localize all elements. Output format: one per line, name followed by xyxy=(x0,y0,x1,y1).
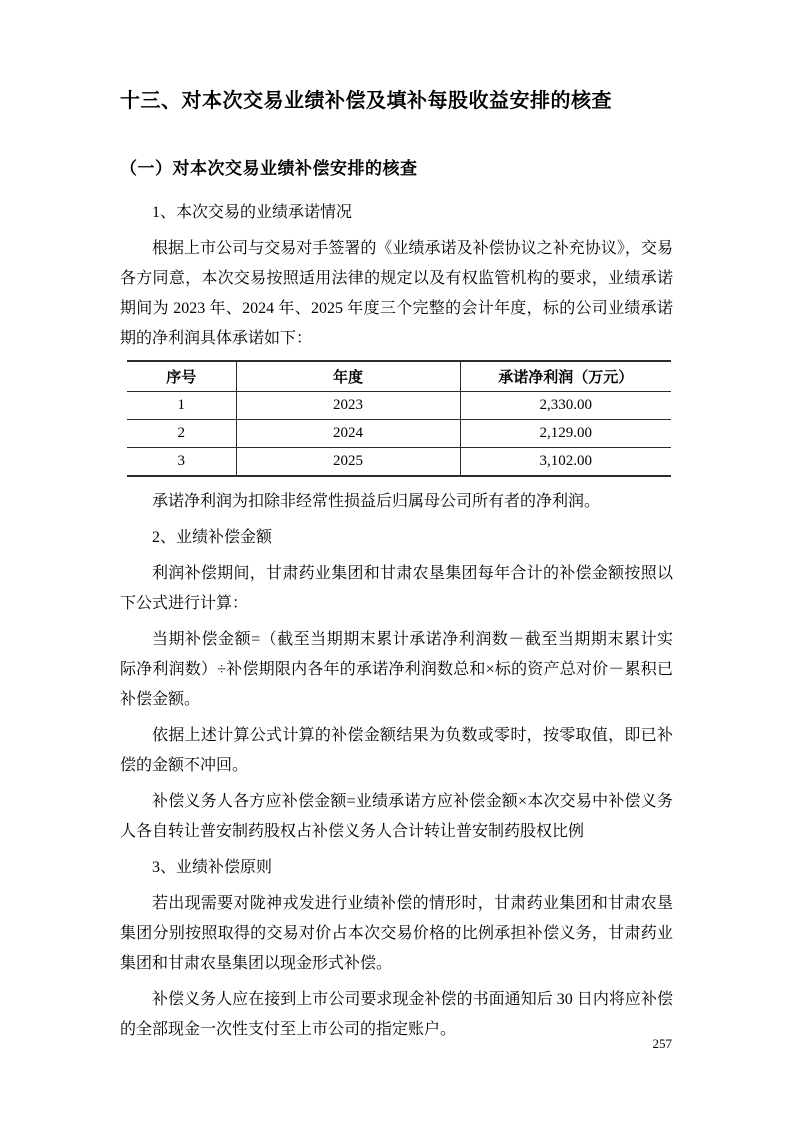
table-cell-seq: 3 xyxy=(127,448,236,477)
table-header-year: 年度 xyxy=(236,361,460,392)
page-number: 257 xyxy=(652,1036,672,1051)
profit-commitment-table xyxy=(127,360,671,477)
paragraph-commitment-intro: 根据上市公司与交易对手签署的《业绩承诺及补偿协议之补充协议》，交易各方同意，本次交易按照适用法律的规定以及有权监管机构的要求，业绩承诺期间为 2023 年、2024 年、2025 年度三个完整的会计年度，标的公司业绩承诺期的净利润具体承诺如下： xyxy=(120,240,673,347)
table-row xyxy=(127,392,671,420)
table-cell-profit: 2,330.00 xyxy=(460,392,671,420)
numbered-item-3: 3、业绩补偿原则 xyxy=(152,859,273,876)
table-cell-seq: 1 xyxy=(177,397,185,413)
table-cell-profit: 2,129.00 xyxy=(460,420,671,448)
table-cell-year: 2025 xyxy=(236,448,460,477)
table-header-seq: 序号 xyxy=(127,361,236,392)
paragraph-cash-payment: 补偿义务人应在接到上市公司要求现金补偿的书面通知后 30 日内将应补偿的全部现金一次性支付至上市公司的指定账户。 xyxy=(120,991,673,1038)
table-cell-profit: 3,102.00 xyxy=(460,448,671,477)
paragraph-compensation-formula: 当期补偿金额=（截至当期期末累计承诺净利润数－截至当期期末累计实际净利润数）÷补偿期限内各年的承诺净利润数总和×标的资产总对价－累积已补偿金额。 xyxy=(120,631,673,708)
table-cell-year: 2023 xyxy=(236,392,460,420)
table-row xyxy=(127,420,671,448)
paragraph-compensation-principle: 若出现需要对陇神戎发进行业绩补偿的情形时，甘肃药业集团和甘肃农垦集团分别按照取得的交易对价占本次交易价格的比例承担补偿义务，甘肃药业集团和甘肃农垦集团以现金形式补偿。 xyxy=(120,895,673,972)
paragraph-formula-intro: 利润补偿期间，甘肃药业集团和甘肃农垦集团每年合计的补偿金额按照以下公式进行计算： xyxy=(120,565,673,612)
numbered-item-1: 1、本次交易的业绩承诺情况 xyxy=(152,204,353,221)
section-heading: 十三、对本次交易业绩补偿及填补每股收益安排的核查 xyxy=(120,90,612,112)
paragraph-net-profit-definition: 承诺净利润为扣除非经常性损益后归属母公司所有者的净利润。 xyxy=(152,493,601,510)
paragraph-obligor-formula: 补偿义务人各方应补偿金额=业绩承诺方应补偿金额×本次交易中补偿义务人各自转让普安制药股权占补偿义务人合计转让普安制药股权比例 xyxy=(120,793,673,840)
paragraph-zero-rule: 依据上述计算公式计算的补偿金额结果为负数或零时，按零取值，即已补偿的金额不冲回。 xyxy=(120,727,673,774)
table-header-row xyxy=(127,361,671,392)
numbered-item-2: 2、业绩补偿金额 xyxy=(152,529,273,546)
table-cell-year: 2024 xyxy=(236,420,460,448)
table-header-committed-profit: 承诺净利润（万元） xyxy=(460,361,671,392)
subsection-heading: （一）对本次交易业绩补偿安排的核查 xyxy=(120,159,418,178)
table-cell-seq: 2 xyxy=(127,420,236,448)
table-row xyxy=(127,448,671,477)
